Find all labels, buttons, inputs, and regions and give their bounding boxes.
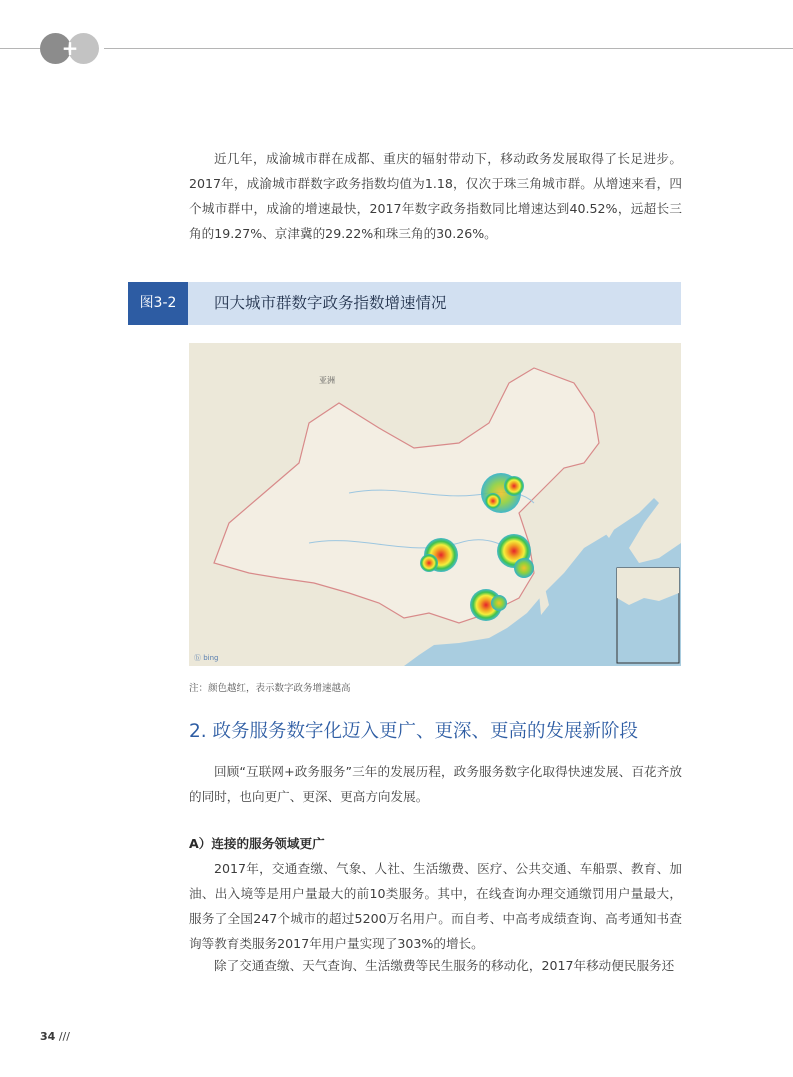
page-number	[40, 1030, 70, 1043]
header-rule-right	[104, 48, 793, 49]
figure-number: 图3-2	[128, 282, 188, 325]
subsection-heading: A）连接的服务领域更广	[189, 836, 325, 851]
paragraph-services: 2017年，交通查缴、气象、人社、生活缴费、医疗、公共交通、车船票、教育、加油、出入境等是用户量最大的前10类服务。其中，在线查询办理交通缴罚用户量最大，服务了全国247个城市的超过5200万名用户。而自考、中高考成绩查询、高考通知书查询等教育类服务2017年用户量实现了303%的增长。	[189, 861, 682, 951]
china-heatmap	[189, 343, 681, 666]
page-number-value: 34	[40, 1030, 56, 1043]
paragraph-chengyu: 近几年，成渝城市群在成都、重庆的辐射带动下，移动政务发展取得了长足进步。2017年，成渝城市群数字政务指数均值为1.18，仅次于珠三角城市群。从增速来看，四个城市群中，成渝的增速最快，2017年数字政务指数同比增速达到40.52%，远超长三角的19.27%、京津冀的29.22%和珠三角的30.26%。	[189, 151, 682, 241]
figure-title: 四大城市群数字政务指数增速情况	[214, 294, 447, 312]
figure-note: 注：颜色越红，表示数字政务增速越高	[189, 683, 351, 694]
page-number-marks: ///	[58, 1030, 70, 1043]
plus-circles-icon: +	[40, 33, 100, 64]
paragraph-continuation: 除了交通查缴、天气查询、生活缴费等民生服务的移动化，2017年移动便民服务还	[214, 958, 675, 973]
map-label-asia: 亚洲	[319, 376, 335, 385]
section-intro: 回顾“互联网+政务服务”三年的发展历程，政务服务数字化取得快速发展、百花齐放的同时，也向更广、更深、更高方向发展。	[189, 764, 682, 804]
section-title: 2. 政务服务数字化迈入更广、更深、更高的发展新阶段	[189, 721, 639, 742]
svg-text:ⓑ bing: ⓑ bing	[194, 654, 219, 662]
header-rule-left	[0, 48, 40, 49]
